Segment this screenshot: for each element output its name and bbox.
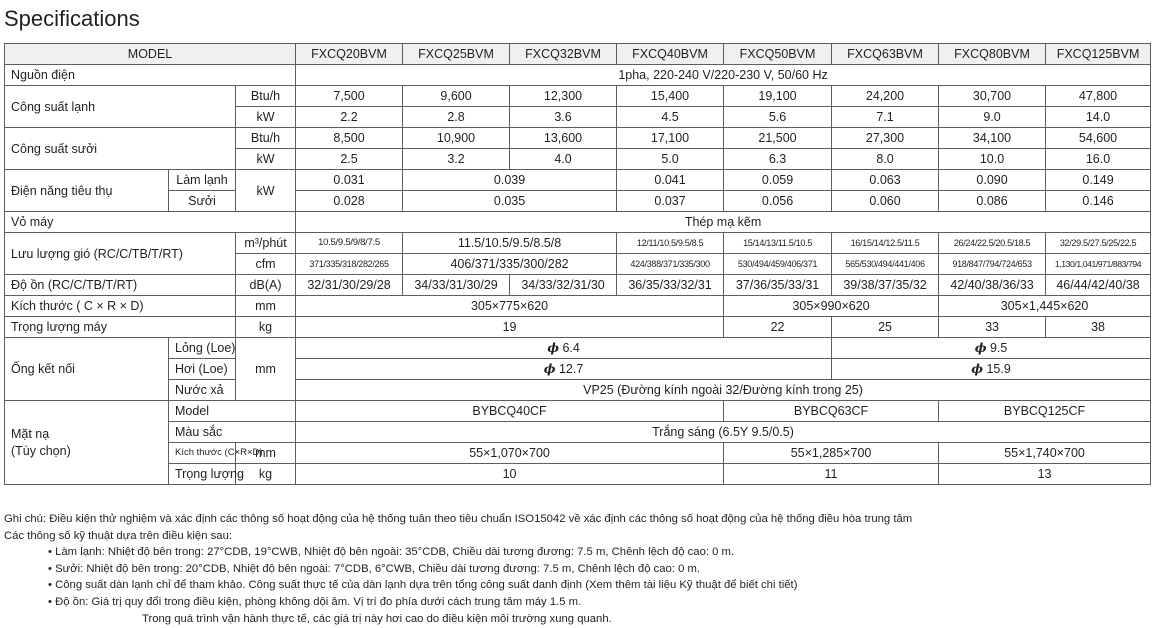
cell-value: 2.2	[296, 107, 403, 128]
casing-row	[5, 212, 1151, 233]
cell-value: 39/38/37/35/32	[832, 275, 939, 296]
unit-label: kW	[236, 107, 296, 128]
cell-value: 15,400	[617, 86, 724, 107]
row-label: Vỏ máy	[5, 212, 296, 233]
row-label	[5, 401, 169, 485]
cell-value: 0.090	[939, 170, 1046, 191]
cell-value: 47,800	[1046, 86, 1151, 107]
cell-value: 1,130/1,041/971/883/794	[1046, 254, 1151, 275]
cell-value: BYBCQ63CF	[724, 401, 939, 422]
row-label: Ống kết nối	[5, 338, 169, 401]
cell-value: 0.039	[403, 170, 617, 191]
cell-value: 22	[724, 317, 832, 338]
cell-value: 13	[939, 464, 1151, 485]
cell-value: 24,200	[832, 86, 939, 107]
cell-value: Thép mạ kẽm	[296, 212, 1151, 233]
note-line: Ghi chú: Điều kiện thử nghiệm và xác định các thông số hoạt động của hệ thống tuân theo tiêu chuẩn ISO15042 về xác định các thông số hoạt động của hệ thống điều hòa trung tâm	[4, 513, 913, 525]
diameter-value: 15.9	[986, 362, 1011, 376]
note-bullet: • Làm lạnh: Nhiệt độ bên trong: 27°CDB, 19°CWB, Nhiệt độ bên ngoài: 35°CDB, Chiều dài tương đương: 7.5 m, Chênh lệch độ cao: 0 m.	[48, 546, 735, 559]
cell-value: 37/36/35/33/31	[724, 275, 832, 296]
cell-value: 4.5	[617, 107, 724, 128]
cell-value: 19	[296, 317, 724, 338]
cell-value: 34/33/31/30/29	[403, 275, 510, 296]
cell-value: 46/44/42/40/38	[1046, 275, 1151, 296]
cell-value: 6.3	[724, 149, 832, 170]
sub-label: Kích thước (C×R×D)	[169, 443, 236, 464]
sub-label: Hơi (Loe)	[169, 359, 236, 380]
cell-value	[296, 338, 832, 359]
diameter-value: 12.7	[558, 362, 584, 376]
cell-value: 1pha, 220-240 V/220-230 V, 50/60 Hz	[296, 65, 1151, 86]
panel-model-row	[5, 401, 1151, 422]
cell-value: 9.0	[939, 107, 1046, 128]
specifications-table	[4, 43, 1151, 485]
cooling-btu-row	[5, 86, 1151, 107]
cell-value: 8,500	[296, 128, 403, 149]
note-bullet: • Công suất dàn lạnh chỉ để tham khảo. Công suất thực tế của dàn lạnh dựa trên tổng công suất danh định (Xem thêm tài liệu Kỹ thuật để biết chi tiết)	[48, 579, 798, 592]
piping-liquid-row	[5, 338, 1151, 359]
unit-label: kg	[236, 464, 296, 485]
cell-value	[832, 359, 1151, 380]
cell-value: 0.146	[1046, 191, 1151, 212]
panel-label-line1: Mặt nạ	[11, 426, 50, 441]
cell-value: 305×1,445×620	[939, 296, 1151, 317]
unit-label: Btu/h	[236, 86, 296, 107]
diameter-value: 6.4	[562, 341, 580, 355]
model-name: FXCQ20BVM	[296, 44, 403, 65]
panel-weight-row	[5, 464, 1151, 485]
power-row	[5, 65, 1151, 86]
consumption-cool-row	[5, 170, 1151, 191]
note-bullet: • Độ ồn: Giá trị quy đổi trong điều kiện, phòng không dội âm. Vị trí đo phía dưới cách trung tâm máy 1.5 m.	[48, 595, 582, 608]
sub-label: Trọng lượng	[169, 464, 236, 485]
cell-value: 5.0	[617, 149, 724, 170]
diameter-icon: ϕ	[971, 361, 983, 376]
cell-value: 7,500	[296, 86, 403, 107]
cell-value: 4.0	[510, 149, 617, 170]
unit-label: kW	[236, 170, 296, 212]
cell-value: 0.063	[832, 170, 939, 191]
diameter-value: 9.5	[989, 341, 1008, 355]
row-label: Kích thước ( C × R × D)	[5, 296, 236, 317]
cell-value: 36/35/33/32/31	[617, 275, 724, 296]
cell-value: 42/40/38/36/33	[939, 275, 1046, 296]
weight-row	[5, 317, 1151, 338]
cell-value: 25	[832, 317, 939, 338]
cell-value: 7.1	[832, 107, 939, 128]
cell-value: 32/31/30/29/28	[296, 275, 403, 296]
consumption-heat-row	[5, 191, 1151, 212]
sub-label: Sưởi	[169, 191, 236, 212]
unit-label: kW	[236, 149, 296, 170]
diameter-icon: ϕ	[974, 340, 987, 355]
cell-value: VP25 (Đường kính ngoài 32/Đường kính trong 25)	[296, 380, 1151, 401]
sub-label: Model	[169, 401, 296, 422]
row-label: Điện năng tiêu thụ	[5, 170, 169, 212]
note-bullet: • Sưởi: Nhiệt độ bên trong: 20°CDB, Nhiệt độ bên ngoài: 7°CDB, 6°CWB, Chiều dài tương đương: 7.5 m, Chênh lệch độ cao: 0 m.	[48, 562, 701, 575]
cell-value: 530/494/459/406/371	[724, 254, 832, 275]
note-line: Các thông số kỹ thuật dựa trên điều kiện sau:	[4, 529, 232, 542]
cell-value: 9,600	[403, 86, 510, 107]
cell-value: 10.0	[939, 149, 1046, 170]
diameter-icon: ϕ	[543, 361, 556, 376]
cell-value: 15/14/13/11.5/10.5	[724, 233, 832, 254]
cell-value: 371/335/318/282/265	[296, 254, 403, 275]
cell-value: 27,300	[832, 128, 939, 149]
cell-value: 0.037	[617, 191, 724, 212]
note-continuation: Trong quá trình vận hành thực tế, các giá trị này hơi cao do điều kiện môi trường xung quanh.	[142, 612, 612, 625]
model-name: FXCQ40BVM	[617, 44, 724, 65]
cell-value: 14.0	[1046, 107, 1151, 128]
cell-value: 0.149	[1046, 170, 1151, 191]
heating-btu-row	[5, 128, 1151, 149]
cell-value: 0.035	[403, 191, 617, 212]
unit-label: mm	[236, 296, 296, 317]
model-name: FXCQ32BVM	[510, 44, 617, 65]
panel-dim-row	[5, 443, 1151, 464]
model-name: FXCQ80BVM	[939, 44, 1046, 65]
sub-label: Nước xả	[169, 380, 236, 401]
unit-label: Btu/h	[236, 128, 296, 149]
dimensions-row	[5, 296, 1151, 317]
cell-value: 54,600	[1046, 128, 1151, 149]
cell-value: 10.5/9.5/9/8/7.5	[296, 233, 403, 254]
model-name: FXCQ63BVM	[832, 44, 939, 65]
panel-label-line2: (Tùy chọn)	[11, 443, 71, 458]
cell-value: 918/847/794/724/653	[939, 254, 1046, 275]
cell-value: 33	[939, 317, 1046, 338]
cell-value: 3.2	[403, 149, 510, 170]
cell-value: 26/24/22.5/20.5/18.5	[939, 233, 1046, 254]
cell-value: 11	[724, 464, 939, 485]
cell-value: 424/388/371/335/300	[617, 254, 724, 275]
page-title: Specifications	[4, 6, 140, 31]
cell-value: 0.028	[296, 191, 403, 212]
cell-value	[832, 338, 1151, 359]
cell-value: 12/11/10.5/9.5/8.5	[617, 233, 724, 254]
piping-drain-row	[5, 380, 1151, 401]
cell-value: 34,100	[939, 128, 1046, 149]
cell-value: 8.0	[832, 149, 939, 170]
cell-value: 30,700	[939, 86, 1046, 107]
model-header: MODEL	[5, 44, 296, 65]
cell-value: 55×1,285×700	[724, 443, 939, 464]
cell-value: 5.6	[724, 107, 832, 128]
cell-value: 16.0	[1046, 149, 1151, 170]
cell-value: 10,900	[403, 128, 510, 149]
cell-value: 19,100	[724, 86, 832, 107]
row-label: Công suất lạnh	[5, 86, 236, 128]
header-row	[5, 44, 1151, 65]
cell-value: 3.6	[510, 107, 617, 128]
unit-label: cfm	[236, 254, 296, 275]
cell-value: 406/371/335/300/282	[403, 254, 617, 275]
cell-value: 565/530/494/441/406	[832, 254, 939, 275]
cell-value: 0.056	[724, 191, 832, 212]
unit-label: m³/phút	[236, 233, 296, 254]
unit-label: mm	[236, 338, 296, 401]
airflow-m3-row	[5, 233, 1151, 254]
cell-value: BYBCQ40CF	[296, 401, 724, 422]
cell-value: 305×775×620	[296, 296, 724, 317]
cell-value: 32/29.5/27.5/25/22.5	[1046, 233, 1151, 254]
cell-value: Trắng sáng (6.5Y 9.5/0.5)	[296, 422, 1151, 443]
unit-label: dB(A)	[236, 275, 296, 296]
row-label: Lưu lượng gió (RC/C/TB/T/RT)	[5, 233, 236, 275]
piping-gas-row	[5, 359, 1151, 380]
cell-value: 10	[296, 464, 724, 485]
row-label: Trọng lượng máy	[5, 317, 236, 338]
cell-value: 0.041	[617, 170, 724, 191]
row-label: Nguồn điện	[5, 65, 296, 86]
sub-label: Làm lạnh	[169, 170, 236, 191]
cell-value: 0.059	[724, 170, 832, 191]
cell-value	[296, 359, 832, 380]
cell-value: 0.031	[296, 170, 403, 191]
row-label: Công suất sưởi	[5, 128, 236, 170]
cell-value: 16/15/14/12.5/11.5	[832, 233, 939, 254]
cell-value: 55×1,740×700	[939, 443, 1151, 464]
cell-value: 0.086	[939, 191, 1046, 212]
panel-color-row	[5, 422, 1151, 443]
cell-value: 2.8	[403, 107, 510, 128]
notes-section	[4, 511, 912, 627]
noise-row	[5, 275, 1151, 296]
row-label: Độ ồn (RC/C/TB/T/RT)	[5, 275, 236, 296]
model-name: FXCQ50BVM	[724, 44, 832, 65]
cell-value: 38	[1046, 317, 1151, 338]
unit-label: mm	[236, 443, 296, 464]
cell-value: 305×990×620	[724, 296, 939, 317]
sub-label: Lỏng (Loe)	[169, 338, 236, 359]
cell-value: 21,500	[724, 128, 832, 149]
model-name: FXCQ25BVM	[403, 44, 510, 65]
cell-value: 0.060	[832, 191, 939, 212]
model-name: FXCQ125BVM	[1046, 44, 1151, 65]
cell-value: 2.5	[296, 149, 403, 170]
cell-value: 17,100	[617, 128, 724, 149]
unit-label: kg	[236, 317, 296, 338]
cell-value: BYBCQ125CF	[939, 401, 1151, 422]
diameter-icon: ϕ	[547, 340, 559, 355]
cell-value: 12,300	[510, 86, 617, 107]
cell-value: 34/33/32/31/30	[510, 275, 617, 296]
sub-label: Màu sắc	[169, 422, 296, 443]
cell-value: 55×1,070×700	[296, 443, 724, 464]
cell-value: 13,600	[510, 128, 617, 149]
cell-value: 11.5/10.5/9.5/8.5/8	[403, 233, 617, 254]
